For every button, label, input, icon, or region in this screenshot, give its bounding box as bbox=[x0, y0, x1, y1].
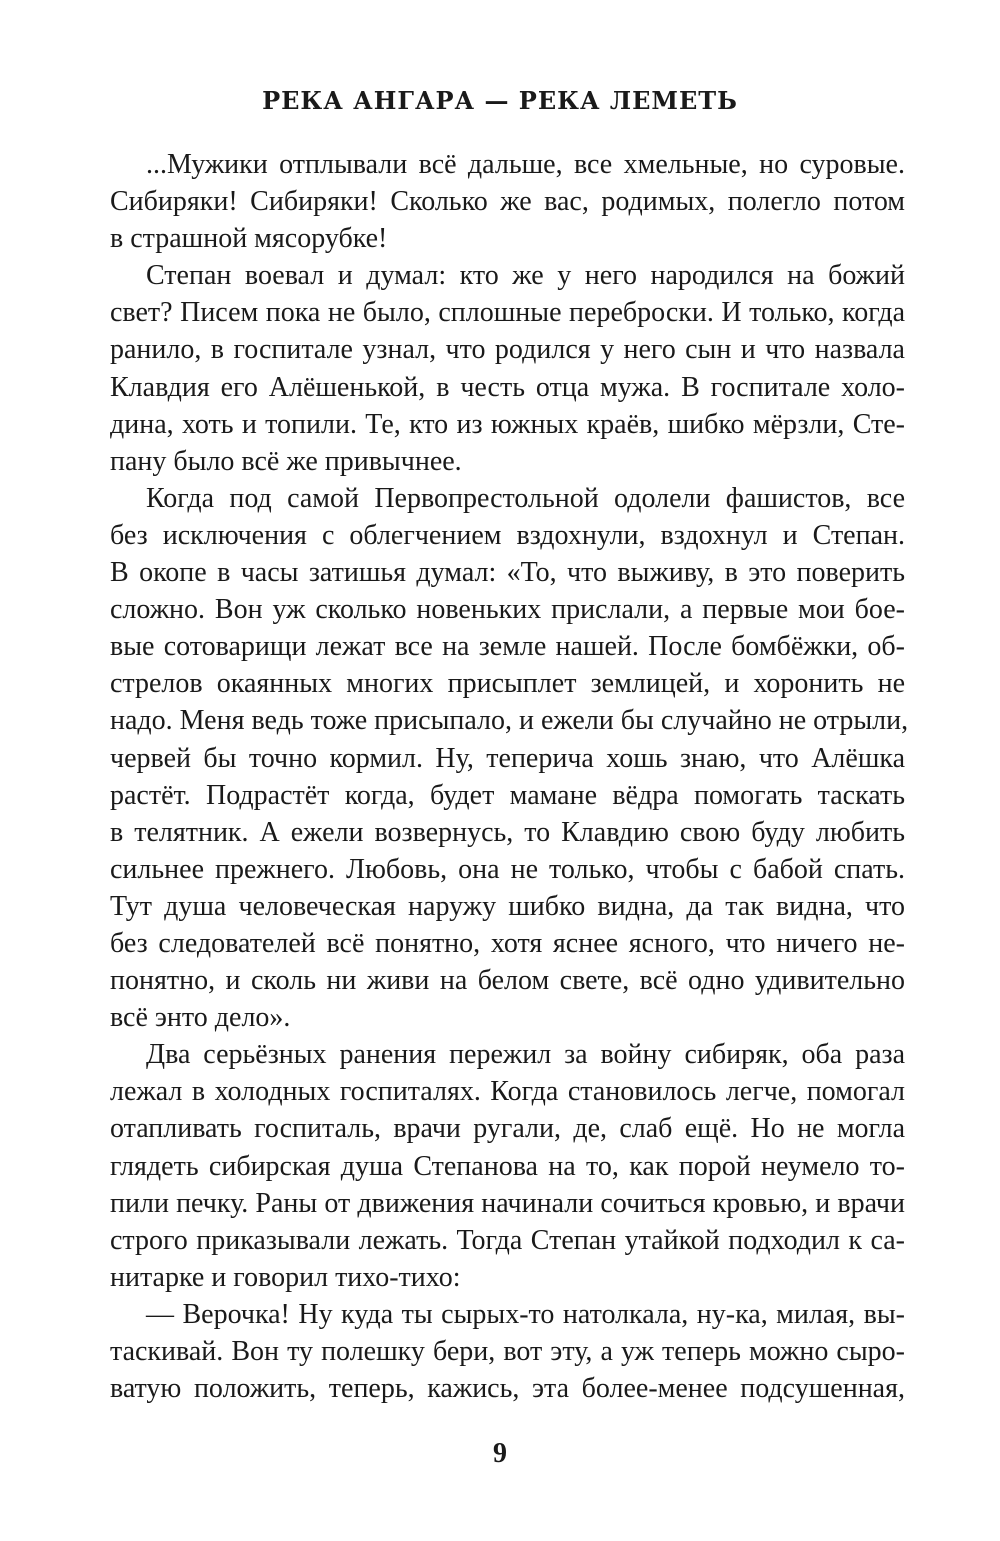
text-line: сильнее прежнего. Любовь, она не только, чтобы с бабой спать. bbox=[110, 853, 905, 885]
text-line: в телятник. А ежели возвернусь, то Клавдию свою буду любить bbox=[110, 816, 905, 848]
text-line: ватую положить, теперь, кажись, эта более-менее подсушенная, bbox=[110, 1373, 905, 1405]
text-line: глядеть сибирская душа Степанова на то, как порой неумело то- bbox=[110, 1150, 905, 1182]
text-line: ранило, в госпитале узнал, что родился у него сын и что назвала bbox=[110, 334, 905, 366]
text-line: Тут душа человеческая наружу шибко видна, да так видна, что bbox=[110, 890, 905, 922]
text-line: понятно, и сколь ни живи на белом свете, всё одно удивительно bbox=[110, 965, 905, 997]
page-number: 9 bbox=[493, 1438, 507, 1469]
text-line: без следователей всё понятно, хотя яснее ясного, что ничего не- bbox=[110, 927, 905, 959]
text-line: — Верочка! Ну куда ты сырых-то натолкала, ну-ка, милая, вы- bbox=[146, 1298, 905, 1330]
text-line: стрелов окаянных многих присыплет землицей, и хоронить не bbox=[110, 668, 905, 700]
text-line: Два серьёзных ранения пережил за войну сибиряк, оба раза bbox=[146, 1039, 905, 1071]
text-line: таскивай. Вон ту полешку бери, вот эту, а уж теперь можно сыро- bbox=[110, 1336, 905, 1367]
text-line: нитарке и говорил тихо-тихо: bbox=[110, 1261, 461, 1293]
text-line: строго приказывали лежать. Тогда Степан утайкой подходил к са- bbox=[110, 1224, 905, 1256]
text-line: надо. Меня ведь тоже присыпало, и ежели бы случайно не отрыли, bbox=[110, 705, 909, 737]
text-line: пану было всё же привычнее. bbox=[110, 445, 462, 477]
text-line: сложно. Вон уж сколько новеньких прислали, а первые мои бое- bbox=[110, 594, 905, 626]
running-title: РЕКА АНГАРА — РЕКА ЛЕМЕТЬ bbox=[262, 86, 738, 115]
text-line: пили печку. Раны от движения начинали сочиться кровью, и врачи bbox=[110, 1187, 905, 1219]
text-line: Сибиряки! Сибиряки! Сколько же вас, родимых, полегло потом bbox=[110, 186, 905, 218]
text-line: Клавдия его Алёшенькой, в честь отца мужа. В госпитале холо- bbox=[110, 371, 905, 403]
text-line: Когда под самой Первопрестольной одолели фашистов, все bbox=[146, 482, 905, 514]
text-line: вые сотоварищи лежат все на земле нашей. После бомбёжки, об- bbox=[110, 631, 905, 663]
text-line: отапливать госпиталь, врачи ругали, де, слаб ещё. Но не могла bbox=[110, 1113, 905, 1145]
text-line: ...Мужики отплывали всё дальше, все хмельные, но суровые. bbox=[146, 149, 905, 180]
text-line: В окопе в часы затишья думал: «То, что выживу, в это поверить bbox=[110, 557, 905, 589]
text-line: растёт. Подрастёт когда, будет мамане вёдра помогать таскать bbox=[110, 779, 905, 811]
text-line: Степан воевал и думал: кто же у него народился на божий bbox=[146, 260, 905, 292]
text-line: в страшной мясорубке! bbox=[110, 223, 388, 255]
text-line: лежал в холодных госпиталях. Когда становилось легче, помогал bbox=[110, 1076, 905, 1108]
text-line: червей бы точно кормил. Ну, теперича хошь знаю, что Алёшка bbox=[110, 742, 905, 774]
body-text bbox=[110, 146, 909, 1407]
text-line: всё энто дело». bbox=[110, 1002, 291, 1034]
text-line: дина, хоть и топили. Те, кто из южных краёв, шибко мёрзли, Сте- bbox=[110, 408, 905, 440]
text-line: свет? Писем пока не было, сплошные переброски. И только, когда bbox=[110, 297, 905, 329]
text-line: без исключения с облегчением вздохнули, вздохнул и Степан. bbox=[110, 519, 905, 551]
